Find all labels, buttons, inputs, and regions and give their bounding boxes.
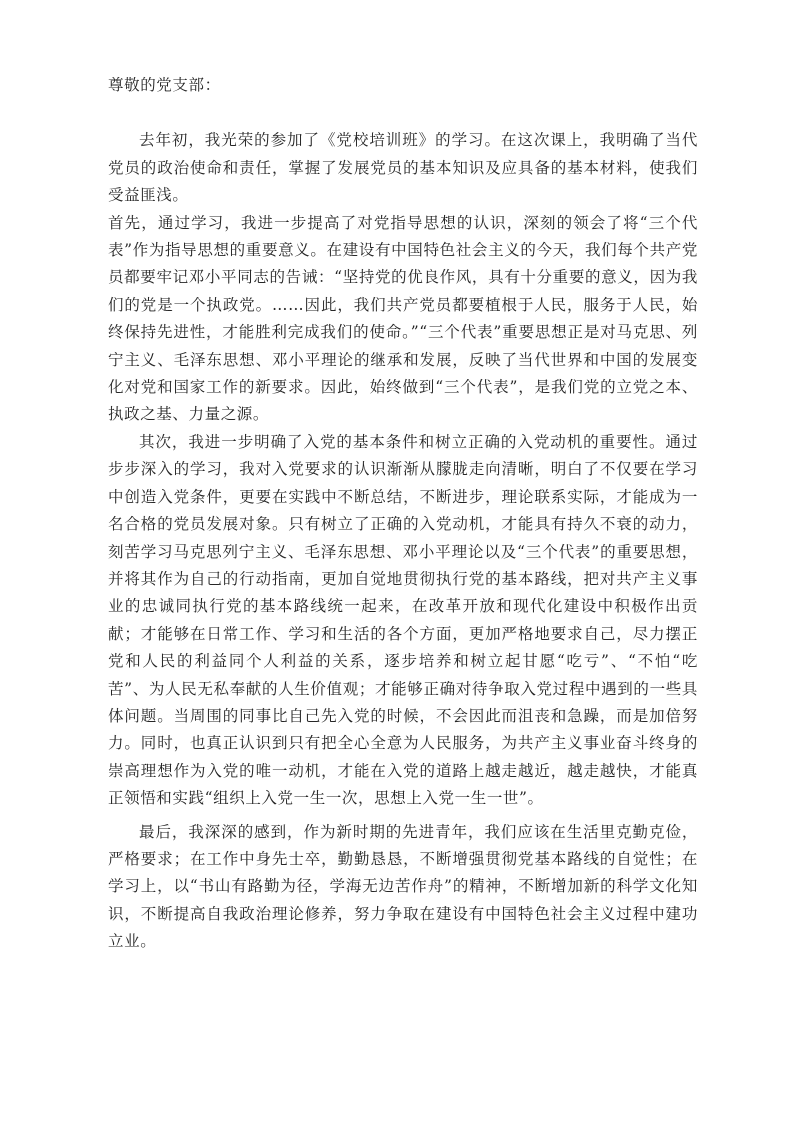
salutation: 尊敬的党支部： (108, 76, 221, 94)
paragraph-conclusion: 最后，我深深的感到，作为新时期的先进青年，我们应该在生活里克勤克俭，严格要求；在工作中身先士卒，勤勤恳恳，不断增强贯彻党基本路线的自觉性；在学习上，以“书山有路勤为径，学海无边苦作舟”的精神，不断增加新的科学文化知识，不断提高自我政治理论修养，努力争取在建设有中国特色社会主义过程中建功立业。 (108, 822, 698, 951)
paragraph-intro: 去年初，我光荣的参加了《党校培训班》的学习。在这次课上，我明确了当代党员的政治使命和责任，掌握了发展党员的基本知识及应具备的基本材料，使我们受益匪浅。 (108, 131, 698, 205)
letter-body (108, 72, 698, 956)
paragraph-second-point: 其次，我进一步明确了入党的基本条件和树立正确的入党动机的重要性。通过步步深入的学习，我对入党要求的认识渐渐从朦胧走向清晰，明白了不仅要在学习中创造入党条件，更要在实践中不断总结，不断进步，理论联系实际，才能成为一名合格的党员发展对象。只有树立了正确的入党动机，才能具有持久不衰的动力，刻苦学习马克思列宁主义、毛泽东思想、邓小平理论以及“三个代表”的重要思想，并将其作为自己的行动指南，更加自觉地贯彻执行党的基本路线，把对共产主义事业的忠诚同执行党的基本路线统一起来，在改革开放和现代化建设中积极作出贡献；才能够在日常工作、学习和生活的各个方面，更加严格地要求自己，尽力摆正党和人民的利益同个人利益的关系，逐步培养和树立起甘愿“吃亏”、“不怕“吃苦”、为人民无私奉献的人生价值观；才能够正确对待争取入党过程中遇到的一些具体问题。当周围的同事比自己先入党的时候，不会因此而沮丧和急躁，而是加倍努力。同时，也真正认识到只有把全心全意为人民服务，为共产主义事业奋斗终身的崇高理想作为入党的唯一动机，才能在入党的道路上越走越近，越走越快，才能真正领悟和实践“组织上入党一生一次，思想上入党一生一世”。 (108, 432, 698, 808)
paragraph-first-point: 首先，通过学习，我进一步提高了对党指导思想的认识，深刻的领会了将“三个代表”作为指导思想的重要意义。在建设有中国特色社会主义的今天，我们每个共产党员都要牢记邓小平同志的告诫：“坚持党的优良作风，具有十分重要的意义，因为我们的党是一个执政党。……因此，我们共产党员都要植根于人民，服务于人民，始终保持先进性，才能胜利完成我们的使命。”“三个代表”重要思想正是对马克思、列宁主义、毛泽东思想、邓小平理论的继承和发展，反映了当代世界和中国的发展变化对党和国家工作的新要求。因此，始终做到“三个代表”，是我们党的立党之本、执政之基、力量之源。 (108, 213, 698, 424)
